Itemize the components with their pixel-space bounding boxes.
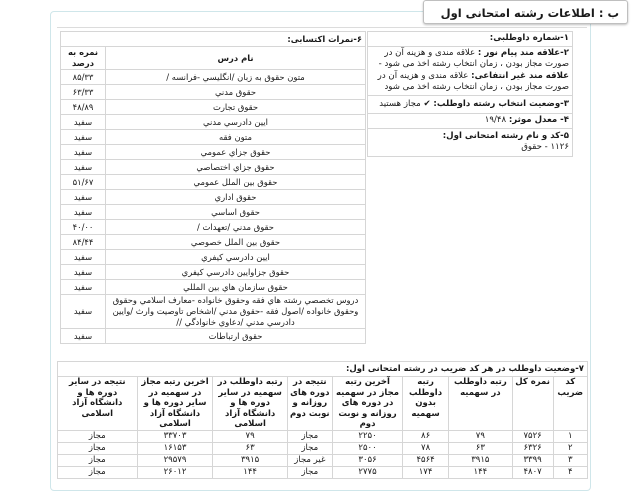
course-score: ۶۳/۳۳ xyxy=(61,85,106,100)
course-name: حقوق مدني xyxy=(106,85,366,100)
selection-status xyxy=(368,96,572,115)
course-score: سفید xyxy=(61,295,106,329)
status-header-8: نتیجه در سایر دوره ها و دانشگاه آزاد اسلامی xyxy=(58,377,138,431)
course-score: ۸۴/۴۴ xyxy=(61,235,106,250)
candidate-number-label: ۱-شماره داوطلبی: xyxy=(368,32,572,47)
status-header-6: رتبه داوطلب در سهمیه در سایر دوره ها و دانشگاه آزاد اسلامی xyxy=(213,377,287,431)
status-cell: ۶۳ xyxy=(449,442,513,454)
course-name: متون فقه xyxy=(106,130,366,145)
course-name: حقوق سازمان هاي بين المللي xyxy=(106,280,366,295)
grade-row xyxy=(61,175,366,190)
status-cell: مجاز xyxy=(58,454,138,466)
grades-table xyxy=(60,31,366,344)
course-score: سفید xyxy=(61,280,106,295)
course-name: حقوق ارتباطات xyxy=(106,329,366,344)
course-score: سفید xyxy=(61,145,106,160)
status-cell: ۷۸ xyxy=(403,442,449,454)
status-header-0: کد ضریب xyxy=(553,377,588,431)
status-row xyxy=(58,442,588,454)
status-cell: ۲ xyxy=(553,442,588,454)
grade-row xyxy=(61,160,366,175)
status-header-1: نمره کل xyxy=(512,377,553,431)
check-icon: ✔ xyxy=(423,98,431,109)
grade-row xyxy=(61,220,366,235)
status-cell: غیر مجاز xyxy=(287,454,332,466)
status-cell: ۳۹۱۵ xyxy=(449,454,513,466)
status-row xyxy=(58,430,588,442)
course-name: حقوق جزاي اختصاصي xyxy=(106,160,366,175)
status-cell: مجاز xyxy=(58,442,138,454)
course-name: ايين دادرسي كيفري xyxy=(106,250,366,265)
status-cell: ۲۵۰۰ xyxy=(332,442,402,454)
status-cell: ۴ xyxy=(553,466,588,478)
course-name: حقوق اساسي xyxy=(106,205,366,220)
effective-gpa-value: ۱۹/۴۸ xyxy=(484,115,507,125)
status-cell: ۲۹۵۷۹ xyxy=(137,454,213,466)
status-header-7: اخرین رتبه مجاز در سهمیه در سایر دوره ها و دانشگاه آزاد اسلامی xyxy=(137,377,213,431)
status-cell: ۲۷۷۵ xyxy=(332,466,402,478)
status-cell: ۱ xyxy=(553,430,588,442)
course-name: ايين دادرسي مدني xyxy=(106,115,366,130)
status-cell: ۱۷۴ xyxy=(403,466,449,478)
status-cell: ۸۶ xyxy=(403,430,449,442)
course-score: سفید xyxy=(61,250,106,265)
section-title: ب : اطلاعات رشته امتحانی اول xyxy=(423,0,628,24)
grade-row xyxy=(61,235,366,250)
status-cell: مجاز xyxy=(287,466,332,478)
interest-pn-label: ۲-علاقه مند پیام نور : xyxy=(477,47,569,58)
grade-row xyxy=(61,205,366,220)
status-cell: ۱۶۱۵۳ xyxy=(137,442,213,454)
course-score: سفید xyxy=(61,130,106,145)
course-score: سفید xyxy=(61,265,106,280)
course-name: حقوق تجارت xyxy=(106,100,366,115)
status-cell: ۷۹ xyxy=(213,430,287,442)
status-cell: ۲۲۵۰ xyxy=(332,430,402,442)
status-cell: ۳۰۵۶ xyxy=(332,454,402,466)
course-score: ۴۰/۰۰ xyxy=(61,220,106,235)
course-name: حقوق اداري xyxy=(106,190,366,205)
effective-gpa xyxy=(368,114,572,129)
course-score: سفید xyxy=(61,115,106,130)
grades-caption: ۶-نمرات اکتسابی: xyxy=(61,32,366,47)
grade-row xyxy=(61,250,366,265)
status-cell: ۳ xyxy=(553,454,588,466)
status-table xyxy=(57,361,588,479)
course-name-header: نام درس xyxy=(106,47,366,70)
grade-row xyxy=(61,115,366,130)
course-score: سفید xyxy=(61,205,106,220)
status-cell: ۱۴۴ xyxy=(449,466,513,478)
course-name: حقوق جزاوايين دادرسي كيفري xyxy=(106,265,366,280)
course-score: سفید xyxy=(61,160,106,175)
interest-info xyxy=(368,47,572,96)
status-cell: ۲۶۰۱۲ xyxy=(137,466,213,478)
status-header-4: آخرین رتبه مجاز در سهمیه در دوره های روزانه و نوبت دوم xyxy=(332,377,402,431)
course-name: حقوق مدني /تعهدات / xyxy=(106,220,366,235)
status-cell: مجاز xyxy=(287,430,332,442)
interest-pn-text: علاقه مندی و هزینه آن در صورت مجاز بودن ، زمان انتخاب رشته اخذ می شود - xyxy=(378,47,569,69)
grade-row xyxy=(61,265,366,280)
status-cell: ۴۸۰۷ xyxy=(512,466,553,478)
field-info xyxy=(368,129,572,156)
grade-row xyxy=(61,130,366,145)
grade-row xyxy=(61,145,366,160)
status-cell: مجاز xyxy=(58,466,138,478)
status-caption: ۷-وضعیت داوطلب در هر کد ضریب در رشته امتحانی اول: xyxy=(58,362,588,377)
divider xyxy=(57,27,587,28)
course-score: سفید xyxy=(61,190,106,205)
status-cell: ۱۴۴ xyxy=(213,466,287,478)
status-cell: ۴۵۶۴ xyxy=(403,454,449,466)
interest-nonprofit-text: علاقه مندی و هزینه آن در صورت مجاز بودن ، زمان انتخاب رشته اخذ می شود xyxy=(377,70,569,92)
course-name: حقوق بين الملل خصوصي xyxy=(106,235,366,250)
course-name: حقوق جزاي عمومي xyxy=(106,145,366,160)
effective-gpa-label: ۴- معدل موثر: xyxy=(508,115,569,125)
status-cell: ۶۳۲۶ xyxy=(512,442,553,454)
grade-row xyxy=(61,280,366,295)
status-row xyxy=(58,454,588,466)
status-cell: ۶۳ xyxy=(213,442,287,454)
status-cell: مجاز xyxy=(287,442,332,454)
status-cell: ۳۳۹۹ xyxy=(512,454,553,466)
course-name: متون حقوق به زبان /انگليسي -فرانسه / xyxy=(106,70,366,85)
score-header: نمره به درصد xyxy=(61,47,106,70)
selection-status-label: ۳-وضعیت انتخاب رشته داوطلب: xyxy=(433,98,569,109)
status-header-2: رتبه داوطلب در سهمیه xyxy=(449,377,513,431)
status-cell: ۳۳۷۰۳ xyxy=(137,430,213,442)
status-header-3: رتبه داوطلب بدون سهمیه xyxy=(403,377,449,431)
field-label: ۵-کد و نام رشته امتحانی اول: xyxy=(442,130,569,141)
course-score: ۵۱/۶۷ xyxy=(61,175,106,190)
status-cell: ۷۹ xyxy=(449,430,513,442)
course-name: دروس تخصصي رشته هاي فقه وحقوق خانواده -معارف اسلامي وحقوق وحقوق خانواده /اصول فقه -حقوق مدني /اشخاص تاوصيت وارث /وايين دادرسي مدني /دعاوي خانوادگي // xyxy=(106,295,366,329)
candidate-info-box xyxy=(367,31,573,157)
course-score: سفید xyxy=(61,329,106,344)
interest-nonprofit-label: علاقه مند غیر انتفاعی: xyxy=(471,70,569,81)
status-cell: ۳۹۱۵ xyxy=(213,454,287,466)
grade-row xyxy=(61,100,366,115)
status-header-5: نتیجه در دوره های روزانه و نوبت دوم xyxy=(287,377,332,431)
field-value: ۱۱۲۶ - حقوق xyxy=(521,142,569,152)
status-row xyxy=(58,466,588,478)
course-score: ۸۵/۳۳ xyxy=(61,70,106,85)
grade-row xyxy=(61,295,366,329)
grade-row xyxy=(61,85,366,100)
course-score: ۴۸/۸۹ xyxy=(61,100,106,115)
grade-row xyxy=(61,329,366,344)
status-cell: ۷۵۲۶ xyxy=(512,430,553,442)
course-name: حقوق بين الملل عمومي xyxy=(106,175,366,190)
grade-row xyxy=(61,190,366,205)
status-cell: مجاز xyxy=(58,430,138,442)
grade-row xyxy=(61,70,366,85)
selection-status-value: مجاز هستید xyxy=(379,98,421,109)
